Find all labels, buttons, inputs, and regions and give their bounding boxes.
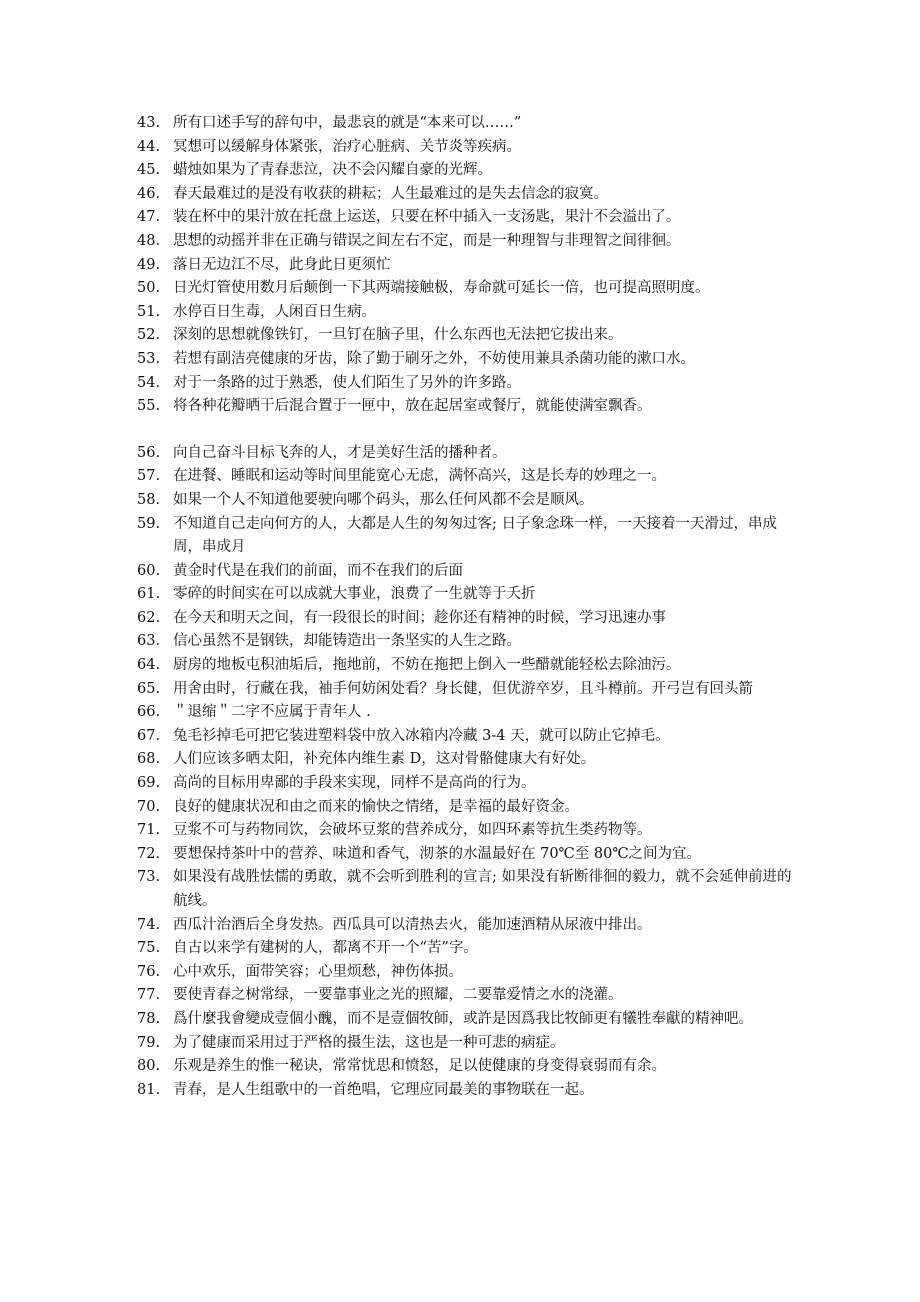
item-text: 在进餐、睡眠和运动等时间里能宽心无虑，满怀高兴，这是长寿的妙理之一。 [173, 468, 666, 485]
item-text: 日光灯管使用数月后颠倒一下其两端接触极，寿命就可延长一倍，也可提高照明度。 [173, 280, 710, 297]
item-number: 53. [137, 350, 161, 367]
item-number: 55. [137, 398, 161, 415]
item-number: 81. [137, 1081, 161, 1098]
list-item [137, 301, 797, 325]
item-number: 61. [137, 586, 161, 603]
item-text: 自古以来学有建树的人，都离不开一个“苦”字。 [173, 940, 478, 957]
list-item [137, 372, 797, 396]
item-text: 高尚的目标用卑鄙的手段来实现，同样不是高尚的行为。 [173, 775, 536, 792]
item-text: ＂退缩＂二字不应属于青年人 . [173, 704, 371, 721]
item-text: 蜡烛如果为了青春悲泣，决不会闪耀自豪的光辉。 [173, 162, 492, 179]
list-item [137, 984, 797, 1008]
list-item [137, 772, 797, 796]
list-item [137, 489, 797, 513]
item-number: 69. [137, 775, 161, 792]
item-text: 所有口述手写的辞句中，最悲哀的就是“本来可以……” [173, 115, 522, 131]
item-text: 厨房的地板屯积油垢后，拖地前，不妨在拖把上倒入一些醋就能轻松去除油污。 [173, 657, 681, 674]
list-item [137, 324, 797, 348]
list-group [137, 442, 797, 1103]
item-number: 75. [137, 940, 161, 957]
item-text: 良好的健康状况和由之而来的愉快之情绪，是幸福的最好资金。 [173, 798, 579, 815]
list-item [137, 796, 797, 820]
item-number: 65. [137, 680, 161, 697]
list-item [137, 630, 797, 654]
list-item [137, 465, 797, 489]
list-item [137, 560, 797, 584]
item-number: 66. [137, 704, 161, 721]
list-item [137, 1079, 797, 1103]
list-item [137, 1008, 797, 1032]
list-item [137, 277, 797, 301]
item-number: 74. [137, 916, 161, 933]
item-number: 72. [137, 845, 161, 862]
item-text: 乐观是养生的惟一秘诀，常常忧思和愤怒，足以使健康的身变得衰弱而有余。 [173, 1058, 666, 1075]
list-item [137, 395, 797, 419]
item-number: 80. [137, 1058, 161, 1075]
list-item [137, 254, 797, 278]
item-text: 若想有副洁亮健康的牙齿，除了勤于刷牙之外，不妨使用兼具杀菌功能的漱口水。 [173, 350, 695, 367]
item-number: 57. [137, 468, 161, 485]
item-text: 对于一条路的过于熟悉，使人们陌生了另外的许多路。 [173, 374, 521, 391]
item-text: 春天最难过的是没有收获的耕耘；人生最难过的是失去信念的寂寞。 [173, 185, 608, 202]
item-text: 黄金时代是在我们的前面，而不在我们的后面 [173, 562, 463, 579]
item-text: 西瓜汁治酒后全身发热。西瓜具可以清热去火，能加速酒精从尿液中排出。 [173, 916, 652, 933]
list-item [137, 442, 797, 466]
item-text: 零碎的时间实在可以成就大事业，浪费了一生就等于夭折 [173, 586, 536, 603]
list-item [137, 748, 797, 772]
item-text: 如果没有战胜怯懦的勇敢，就不会听到胜利的宣言; 如果没有斩断徘徊的毅力，就不会延伸前进的航线。 [173, 869, 792, 909]
item-number: 46. [137, 185, 161, 202]
list-item [137, 843, 797, 867]
item-number: 48. [137, 232, 161, 249]
item-number: 54. [137, 374, 161, 391]
item-text: 要想保持茶叶中的营养、味道和香气，沏茶的水温最好在 70℃至 80℃之间为宜。 [173, 845, 702, 862]
list-item [137, 206, 797, 230]
item-number: 51. [137, 303, 161, 320]
list-item [137, 1055, 797, 1079]
list-item [137, 513, 797, 560]
item-number: 47. [137, 209, 161, 226]
list-item [137, 1032, 797, 1056]
item-number: 50. [137, 280, 161, 297]
item-text: 落日无边江不尽，此身此日更须忙 [173, 256, 391, 273]
item-text: 在今天和明天之间，有一段很长的时间；趁你还有精神的时候，学习迅速办事 [173, 609, 666, 626]
item-number: 45. [137, 162, 161, 179]
item-text: 水停百日生毒，人闲百日生病。 [173, 303, 376, 320]
list-item [137, 348, 797, 372]
item-number: 58. [137, 491, 161, 508]
list-item [137, 819, 797, 843]
item-text: 如果一个人不知道他要驶向哪个码头，那么任何风都不会是顺风。 [173, 491, 594, 508]
list-item [137, 159, 797, 183]
list-group [137, 112, 797, 419]
item-number: 77. [137, 987, 161, 1004]
item-text: 用舍由时，行藏在我，袖手何妨闲处看？身长健，但优游卒岁，且斗樽前。开弓岂有回头箭 [173, 680, 753, 697]
list-item [137, 914, 797, 938]
list-item [137, 725, 797, 749]
list-item [137, 654, 797, 678]
item-text: 为了健康而采用过于严格的摄生法，这也是一种可悲的病症。 [173, 1034, 565, 1051]
list-item [137, 607, 797, 631]
list-item [137, 230, 797, 254]
item-number: 49. [137, 256, 161, 273]
item-text: 将各种花瓣晒干后混合置于一匣中，放在起居室或餐厅，就能使满室飘香。 [173, 398, 652, 415]
item-number: 52. [137, 327, 161, 344]
list-item [137, 112, 797, 136]
item-text: 青春，是人生组歌中的一首绝唱，它理应同最美的事物联在一起。 [173, 1081, 594, 1098]
list-item [137, 701, 797, 725]
list-item [137, 583, 797, 607]
list-item [137, 183, 797, 207]
item-text: 冥想可以缓解身体紧张，治疗心脏病、关节炎等疾病。 [173, 138, 521, 155]
item-number: 79. [137, 1034, 161, 1051]
item-number: 64. [137, 657, 161, 674]
item-text: 深刻的思想就像铁钉，一旦钉在脑子里，什么东西也无法把它拔出来。 [173, 327, 623, 344]
item-number: 43. [137, 115, 161, 131]
item-number: 78. [137, 1010, 161, 1027]
item-text: 装在杯中的果汁放在托盘上运送，只要在杯中插入一支汤匙，果汁不会溢出了。 [173, 209, 681, 226]
item-number: 68. [137, 751, 161, 768]
item-number: 76. [137, 963, 161, 980]
item-text: 思想的动摇并非在正确与错误之间左右不定，而是一种理智与非理智之间徘徊。 [173, 232, 681, 249]
item-number: 67. [137, 727, 161, 744]
item-text: 豆浆不可与药物同饮，会破坏豆浆的营养成分，如四环素等抗生类药物等。 [173, 822, 652, 839]
item-text: 要使青春之树常绿，一要靠事业之光的照耀，二要靠爱情之水的浇灌。 [173, 987, 623, 1004]
item-text: 人们应该多晒太阳，补充体内维生素 D，这对骨骼健康大有好处。 [173, 751, 596, 768]
list-item [137, 678, 797, 702]
item-text: 兔毛衫掉毛可把它装进塑料袋中放入冰箱内冷藏 3-4 天，就可以防止它掉毛。 [173, 727, 670, 744]
list-item [137, 961, 797, 985]
item-number: 60. [137, 562, 161, 579]
item-text: 向自己奋斗目标飞奔的人，才是美好生活的播种者。 [173, 444, 507, 461]
list-item [137, 136, 797, 160]
item-text: 心中欢乐，面带笑容；心里烦愁，神伤体损。 [173, 963, 463, 980]
item-number: 73. [137, 869, 161, 886]
list-item [137, 937, 797, 961]
item-text: 信心虽然不是钢铁，却能铸造出一条坚实的人生之路。 [173, 633, 521, 650]
item-number: 59. [137, 515, 161, 532]
numbered-sentence-list [137, 112, 797, 1102]
item-number: 70. [137, 798, 161, 815]
item-number: 62. [137, 609, 161, 626]
item-number: 71. [137, 822, 161, 839]
item-number: 44. [137, 138, 161, 155]
item-number: 63. [137, 633, 161, 650]
item-number: 56. [137, 444, 161, 461]
item-text: 不知道自己走向何方的人，大都是人生的匆匆过客; 日子象念珠一样，一天接着一天滑过，串成周，串成月 [173, 515, 777, 556]
item-text: 爲什麼我會變成壹個小醜，而不是壹個牧師，或許是因爲我比牧師更有犧牲奉獻的精神吧。 [173, 1010, 753, 1027]
list-item [137, 866, 797, 913]
